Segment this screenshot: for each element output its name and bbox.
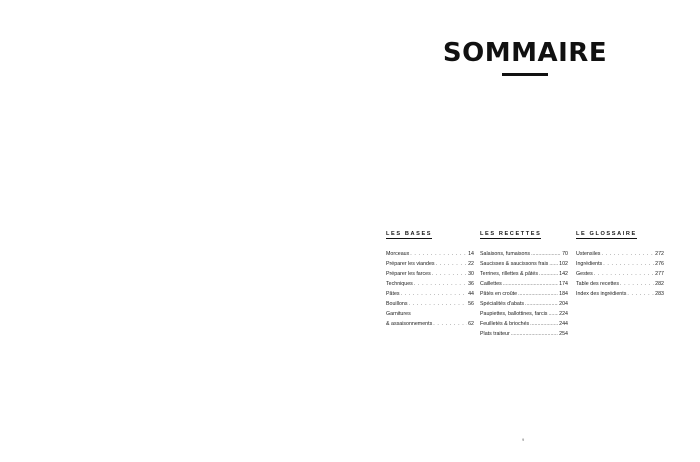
dot-leader <box>548 311 558 317</box>
dot-leader <box>409 301 468 307</box>
dot-leader <box>511 331 558 337</box>
toc-entry-page: 62 <box>468 321 474 327</box>
toc-entry-page: 272 <box>655 251 664 257</box>
toc-entry[interactable] <box>386 311 474 321</box>
title-underline <box>502 73 548 76</box>
toc-entry-label: Caillettes <box>480 281 502 287</box>
toc-entry[interactable] <box>386 251 474 261</box>
toc-entry-label: Garnitures <box>386 311 411 317</box>
dot-leader <box>414 281 467 287</box>
entry-list <box>480 251 568 341</box>
toc-entry-label: & assaisonnements <box>386 321 433 327</box>
toc-entry-page: 244 <box>559 321 568 327</box>
toc-entry[interactable] <box>480 271 568 281</box>
toc-entry-label: Salaisons, fumaisons <box>480 251 531 257</box>
page-number: 9 <box>522 437 525 442</box>
toc-column-glossaire <box>576 222 664 301</box>
dot-leader <box>539 271 558 277</box>
toc-entry-label: Paupiettes, ballottines, farcis <box>480 311 548 317</box>
toc-entry-label: Pâtés en croûte <box>480 291 518 297</box>
toc-entry-label: Plats traiteur <box>480 331 510 337</box>
toc-entry[interactable] <box>386 301 474 311</box>
toc-entry-label: Pâtes <box>386 291 400 297</box>
toc-entry-page: 174 <box>559 281 568 287</box>
dot-leader <box>436 261 468 267</box>
toc-entry-label: Gestes <box>576 271 593 277</box>
toc-entry-label: Techniques <box>386 281 413 287</box>
toc-column-recettes <box>480 222 568 341</box>
toc-entry[interactable] <box>480 281 568 291</box>
toc-entry-page: 56 <box>468 301 474 307</box>
toc-entry-page: 102 <box>559 261 568 267</box>
toc-entry[interactable] <box>576 251 664 261</box>
dot-leader <box>525 301 558 307</box>
toc-column-bases <box>386 222 474 331</box>
toc-entry-page: 204 <box>559 301 568 307</box>
dot-leader <box>601 251 654 257</box>
toc-entry[interactable] <box>480 251 568 261</box>
dot-leader <box>620 281 654 287</box>
toc-entry-page: 184 <box>559 291 568 297</box>
dot-leader <box>549 261 558 267</box>
toc-entry-label: Bouillons <box>386 301 408 307</box>
toc-entry[interactable] <box>386 291 474 301</box>
toc-entry-page: 70 <box>562 251 568 257</box>
dot-leader <box>518 291 558 297</box>
toc-entry-label: Préparer les viandes <box>386 261 435 267</box>
toc-entry-page: 224 <box>559 311 568 317</box>
toc-entry[interactable] <box>386 321 474 331</box>
toc-entry-page: 276 <box>655 261 664 267</box>
toc-entry[interactable] <box>480 291 568 301</box>
toc-entry-label: Spécialités d'abats <box>480 301 525 307</box>
toc-entry-label: Feuilletés & briochés <box>480 321 530 327</box>
toc-entry-page: 283 <box>655 291 664 297</box>
column-heading: LES BASES <box>386 231 433 237</box>
toc-entry-page: 22 <box>468 261 474 267</box>
toc-entry[interactable] <box>480 321 568 331</box>
dot-leader <box>530 321 558 327</box>
toc-entry-label: Terrines, rillettes & pâtés <box>480 271 538 277</box>
dot-leader <box>410 251 467 257</box>
toc-entry-page: 30 <box>468 271 474 277</box>
toc-entry-page: 254 <box>559 331 568 337</box>
dot-leader <box>401 291 468 297</box>
dot-leader <box>603 261 654 267</box>
toc-entry[interactable] <box>576 261 664 271</box>
toc-entry-label: Ingrédients <box>576 261 603 267</box>
toc-entry[interactable] <box>576 271 664 281</box>
page-title: SOMMAIRE <box>442 38 608 68</box>
toc-entry-page: 36 <box>468 281 474 287</box>
toc-entry[interactable] <box>480 261 568 271</box>
dot-leader <box>594 271 654 277</box>
toc-entry-label: Morceaux <box>386 251 410 257</box>
toc-entry-page: 14 <box>468 251 474 257</box>
toc-entry-label: Saucisses & saucissons frais <box>480 261 549 267</box>
toc-entry[interactable] <box>576 291 664 301</box>
toc-entry[interactable] <box>576 281 664 291</box>
dot-leader <box>531 251 561 257</box>
column-heading: LE GLOSSAIRE <box>576 231 637 237</box>
column-heading: LES RECETTES <box>480 231 542 237</box>
toc-entry[interactable] <box>480 331 568 341</box>
toc-entry-label: Ustensiles <box>576 251 601 257</box>
dot-leader <box>627 291 654 297</box>
entry-list <box>386 251 474 331</box>
toc-entry[interactable] <box>480 311 568 321</box>
entry-list <box>576 251 664 301</box>
toc-entry[interactable] <box>386 261 474 271</box>
toc-entry-page: 142 <box>559 271 568 277</box>
dot-leader <box>503 281 558 287</box>
toc-entry-label: Index des ingrédients <box>576 291 627 297</box>
toc-entry-page: 44 <box>468 291 474 297</box>
dot-leader <box>432 271 467 277</box>
toc-entry-page: 282 <box>655 281 664 287</box>
toc-entry[interactable] <box>386 271 474 281</box>
toc-entry[interactable] <box>480 301 568 311</box>
toc-entry-label: Préparer les farces <box>386 271 431 277</box>
dot-leader <box>433 321 467 327</box>
toc-entry[interactable] <box>386 281 474 291</box>
toc-entry-label: Table des recettes <box>576 281 619 287</box>
toc-entry-page: 277 <box>655 271 664 277</box>
